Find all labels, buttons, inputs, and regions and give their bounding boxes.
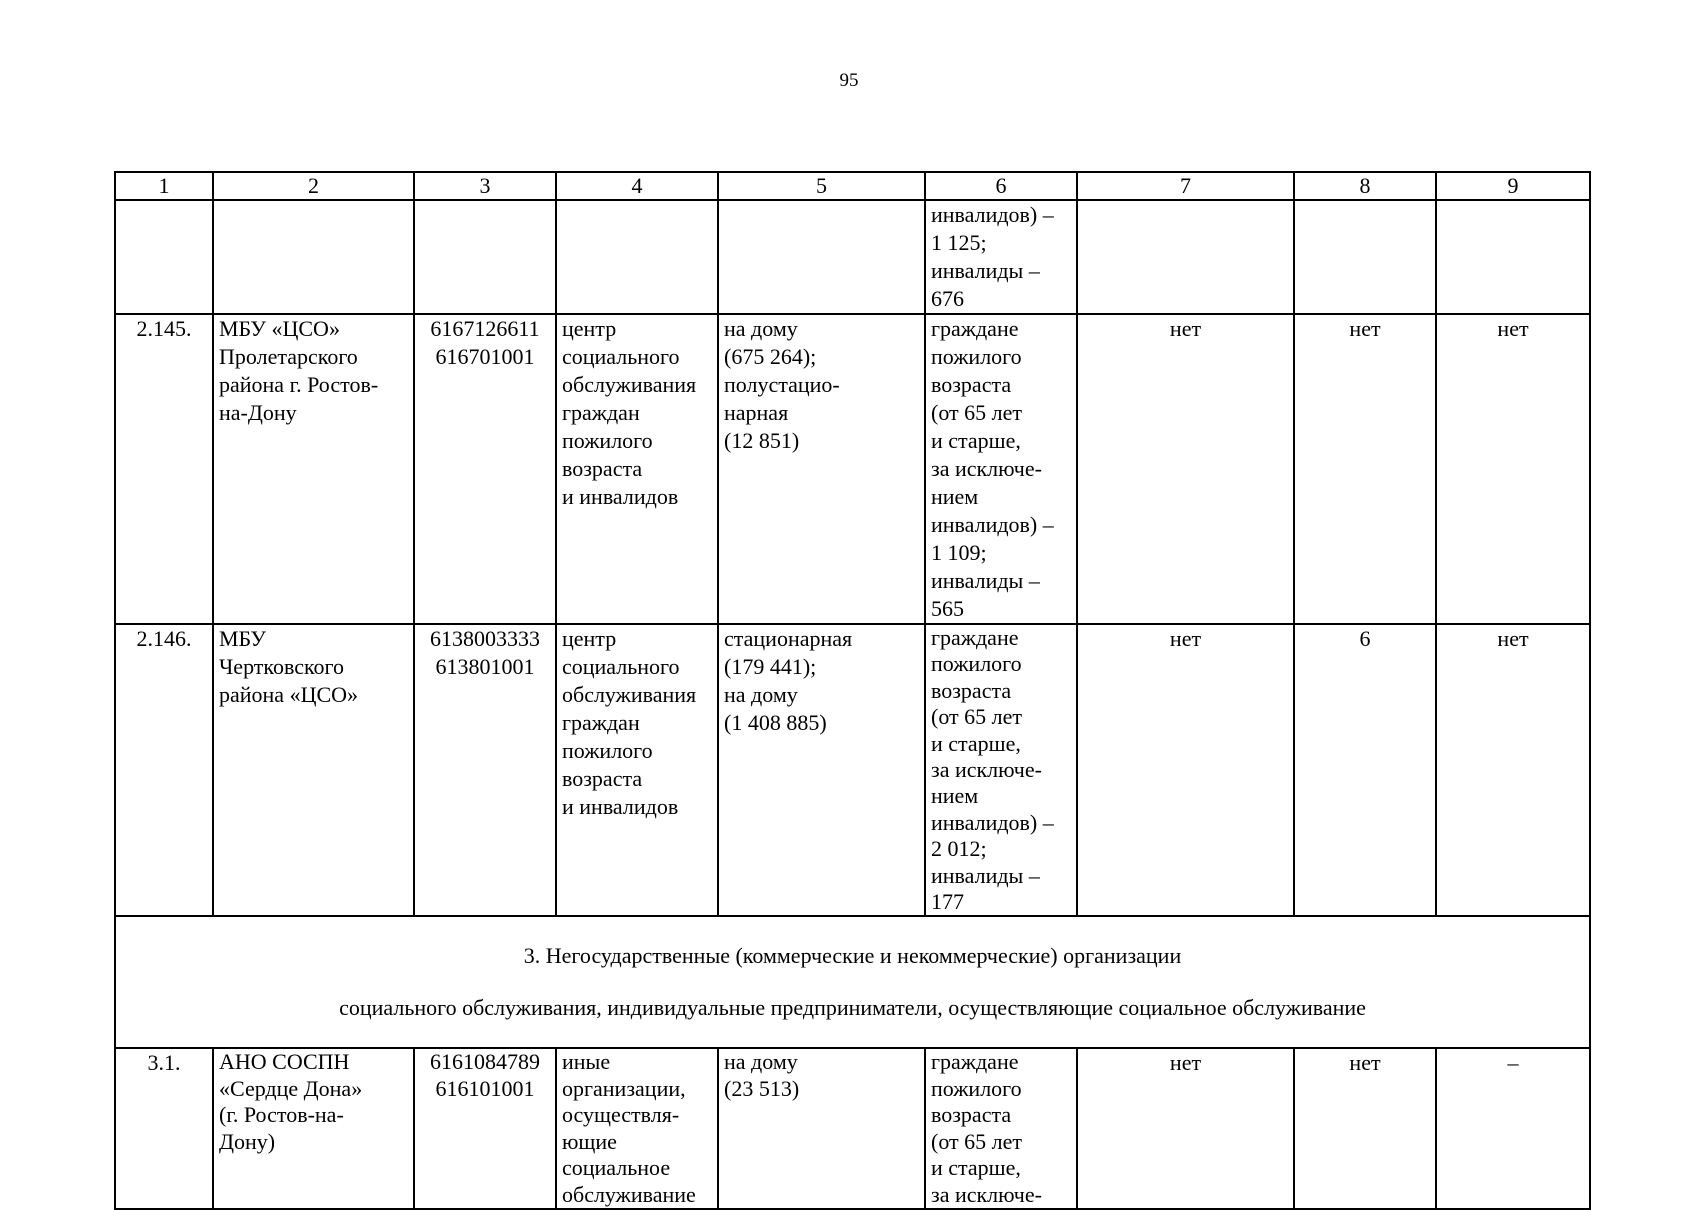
column-8-value: [1294, 200, 1436, 314]
recipient-category: граждане пожилого возраста (от 65 лет и старше, за исключе- нием инвалидов) – 1 109; инвалиды – 565: [925, 314, 1077, 624]
inn-kpp: 6138003333 613801001: [414, 624, 556, 916]
column-header: 1: [115, 172, 213, 200]
table-row: [115, 624, 1590, 916]
organization-type: [556, 200, 718, 314]
row-number: [115, 200, 213, 314]
inn-kpp: 6167126611 616701001: [414, 314, 556, 624]
service-form: [718, 200, 925, 314]
column-9-value: –: [1436, 1048, 1590, 1208]
column-7-value: нет: [1077, 624, 1294, 916]
table-row: [115, 314, 1590, 624]
column-8-value: нет: [1294, 1048, 1436, 1208]
column-7-value: [1077, 200, 1294, 314]
row-number: 2.145.: [115, 314, 213, 624]
inn-kpp: [414, 200, 556, 314]
section-heading-line: социального обслуживания, индивидуальные предприниматели, осуществляющие социальное обслуживание: [339, 995, 1366, 1021]
column-9-value: [1436, 200, 1590, 314]
organization-name: АНО СОСПН «Сердце Дона» (г. Ростов-на- Дону): [213, 1048, 414, 1208]
row-number: 3.1.: [115, 1048, 213, 1208]
row-number: 2.146.: [115, 624, 213, 916]
column-9-value: нет: [1436, 314, 1590, 624]
recipient-category: граждане пожилого возраста (от 65 лет и старше, за исключе-: [925, 1048, 1077, 1208]
page-number: 95: [839, 70, 859, 91]
organization-name: [213, 200, 414, 314]
column-header: 2: [213, 172, 414, 200]
column-header: 4: [556, 172, 718, 200]
table-row: [115, 200, 1590, 314]
section-heading: [115, 916, 1590, 1048]
inn-kpp: 6161084789 616101001: [414, 1048, 556, 1208]
column-header: 5: [718, 172, 925, 200]
organization-type: иные организации, осуществля- ющие социальное обслуживание: [556, 1048, 718, 1208]
organization-name: МБУ «ЦСО» Пролетарского района г. Ростов- на-Дону: [213, 314, 414, 624]
service-form: стационарная (179 441); на дому (1 408 885): [718, 624, 925, 916]
recipient-category: граждане пожилого возраста (от 65 лет и старше, за исключе- нием инвалидов) – 2 012; инвалиды – 177: [925, 624, 1077, 916]
service-form: на дому (23 513): [718, 1048, 925, 1208]
organization-name: МБУ Чертковского района «ЦСО»: [213, 624, 414, 916]
column-header: 3: [414, 172, 556, 200]
column-7-value: нет: [1077, 1048, 1294, 1208]
column-header: 9: [1436, 172, 1590, 200]
service-form: на дому (675 264); полустацио- нарная (12 851): [718, 314, 925, 624]
organization-type: центр социального обслуживания граждан пожилого возраста и инвалидов: [556, 624, 718, 916]
section-heading-row: [115, 916, 1590, 1048]
table-row: [115, 1048, 1590, 1208]
section-heading-line: 3. Негосударственные (коммерческие и некоммерческие) организации: [523, 943, 1182, 969]
data-table: [114, 171, 1591, 1210]
column-8-value: 6: [1294, 624, 1436, 916]
column-number-row: [115, 172, 1590, 200]
organization-type: центр социального обслуживания граждан пожилого возраста и инвалидов: [556, 314, 718, 624]
column-9-value: нет: [1436, 624, 1590, 916]
column-8-value: нет: [1294, 314, 1436, 624]
column-header: 8: [1294, 172, 1436, 200]
recipient-category: инвалидов) – 1 125; инвалиды – 676: [925, 200, 1077, 314]
column-header: 6: [925, 172, 1077, 200]
column-7-value: нет: [1077, 314, 1294, 624]
column-header: 7: [1077, 172, 1294, 200]
